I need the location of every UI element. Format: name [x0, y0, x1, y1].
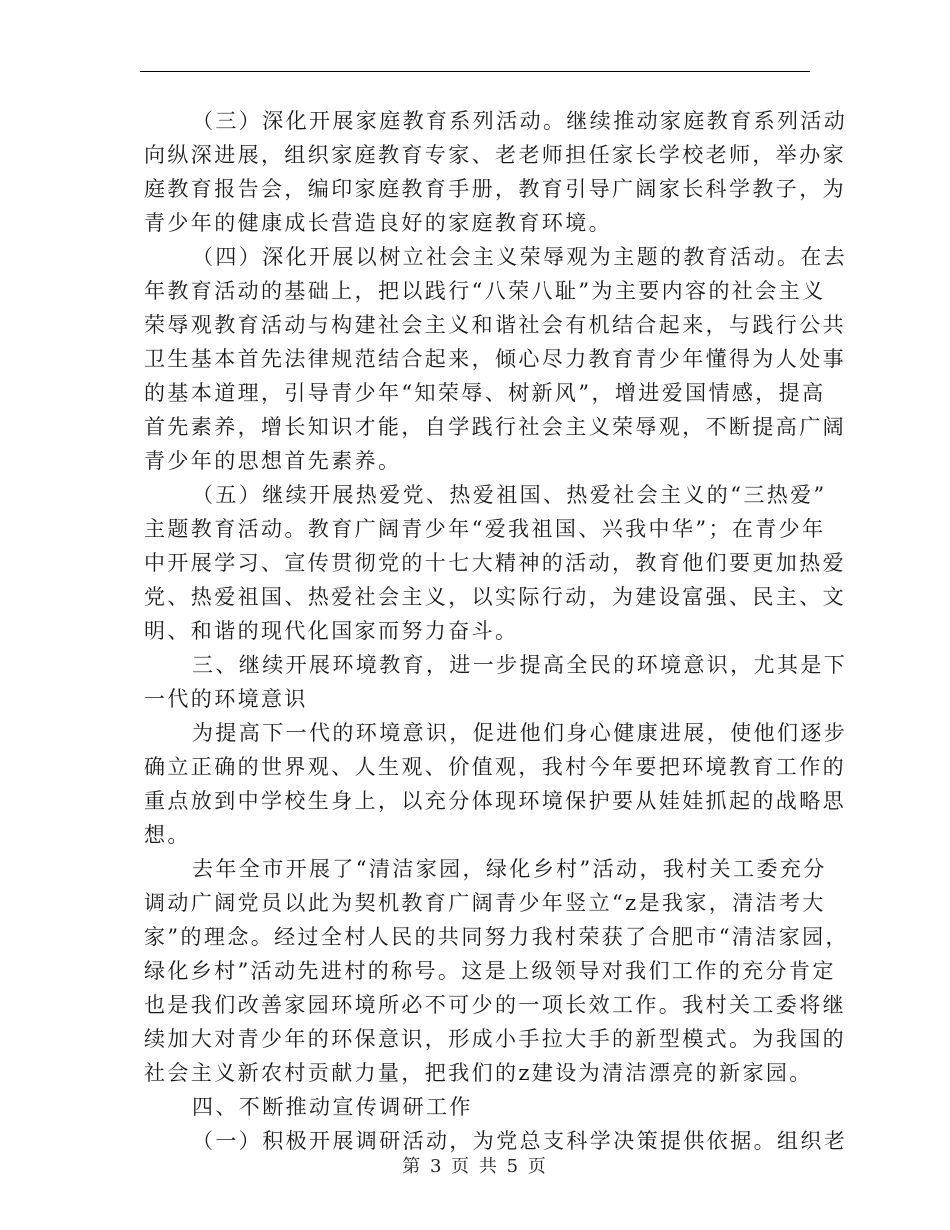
paragraph-line: （一）积极开展调研活动，为党总支科学决策提供依据。组织老: [192, 1129, 848, 1153]
paragraph-line: 一代的环境意识: [144, 687, 308, 711]
paragraph-line: 为提高下一代的环境意识，促进他们身心健康进展，使他们逐步: [192, 721, 848, 745]
paragraph-line: （三）深化开展家庭教育系列活动。继续推动家庭教育系列活动: [192, 109, 848, 133]
header-rule: [140, 71, 810, 72]
paragraph-line: 绿化乡村”活动先进村的称号。这是上级领导对我们工作的充分肯定: [144, 959, 836, 983]
paragraph-line: 年教育活动的基础上，把以践行“八荣八耻”为主要内容的社会主义: [144, 279, 826, 303]
page-number-footer: 第 3 页 共 5 页: [402, 1156, 548, 1177]
document-body: [144, 104, 849, 1158]
paragraph: [144, 852, 849, 1090]
paragraph-line: 的基本道理，引导青少年“知荣辱、树新风”，增进爱国情感，提高: [144, 381, 826, 405]
paragraph: [144, 716, 848, 852]
paragraph-line: 青少年的思想首先素养。: [144, 449, 402, 473]
paragraph-line: 首先素养，增长知识才能，自学践行社会主义荣辱观，不断提高广阔: [144, 415, 846, 439]
paragraph-line: 想。: [144, 823, 191, 847]
paragraph-line: （四）深化开展以树立社会主义荣辱观为主题的教育活动。在去: [192, 245, 848, 269]
paragraph: [144, 1090, 810, 1124]
paragraph-line: 主题教育活动。教育广阔青少年“爱我祖国、兴我中华”；在青少年: [144, 517, 826, 541]
paragraph-line: 重点放到中学校生身上，以充分体现环境保护要从娃娃抓起的战略思: [144, 789, 846, 813]
paragraph-line: 中开展学习、宣传贯彻党的十七大精神的活动，教育他们要更加热爱: [144, 551, 846, 575]
paragraph-line: （五）继续开展热爱党、热爱祖国、热爱社会主义的“三热爱”: [192, 483, 827, 507]
paragraph-line: 党、热爱祖国、热爱社会主义，以实际行动，为建设富强、民主、文: [144, 585, 846, 609]
paragraph-line: 确立正确的世界观、人生观、价值观，我村今年要把环境教育工作的: [144, 755, 846, 779]
paragraph: [144, 648, 848, 716]
paragraph-line: 续加大对青少年的环保意识，形成小手拉大手的新型模式。为我国的: [144, 1027, 846, 1051]
paragraph-line: 向纵深进展，组织家庭教育专家、老老师担任家长学校老师，举办家: [144, 143, 846, 167]
paragraph-line: 庭教育报告会，编印家庭教育手册，教育引导广阔家长科学教子，为: [144, 177, 846, 201]
paragraph: [144, 104, 848, 240]
paragraph: [144, 240, 848, 478]
paragraph-line: 也是我们改善家园环境所必不可少的一项长效工作。我村关工委将继: [144, 993, 846, 1017]
paragraph-line: 去年全市开展了“清洁家园，绿化乡村”活动，我村关工委充分: [192, 857, 827, 881]
paragraph-line: 卫生基本首先法律规范结合起来，倾心尽力教育青少年懂得为人处事: [144, 347, 846, 371]
paragraph-line: 三、继续开展环境教育，进一步提高全民的环境意识，尤其是下: [192, 653, 848, 677]
paragraph-line: 家”的理念。经过全村人民的共同努力我村荣获了合肥市“清洁家园，: [144, 925, 849, 949]
paragraph: [144, 478, 846, 648]
paragraph-line: 社会主义新农村贡献力量，把我们的z建设为清洁漂亮的新家园。: [144, 1061, 813, 1085]
paragraph-line: 调动广阔党员以此为契机教育广阔青少年竖立“z是我家，清洁考大: [144, 891, 826, 915]
paragraph-line: 明、和谐的现代化国家而努力奋斗。: [144, 619, 519, 643]
paragraph-line: 荣辱观教育活动与构建社会主义和谐社会有机结合起来，与践行公共: [144, 313, 846, 337]
paragraph-line: 四、不断推动宣传调研工作: [192, 1095, 473, 1119]
paragraph-line: 青少年的健康成长营造良好的家庭教育环境。: [144, 211, 612, 235]
